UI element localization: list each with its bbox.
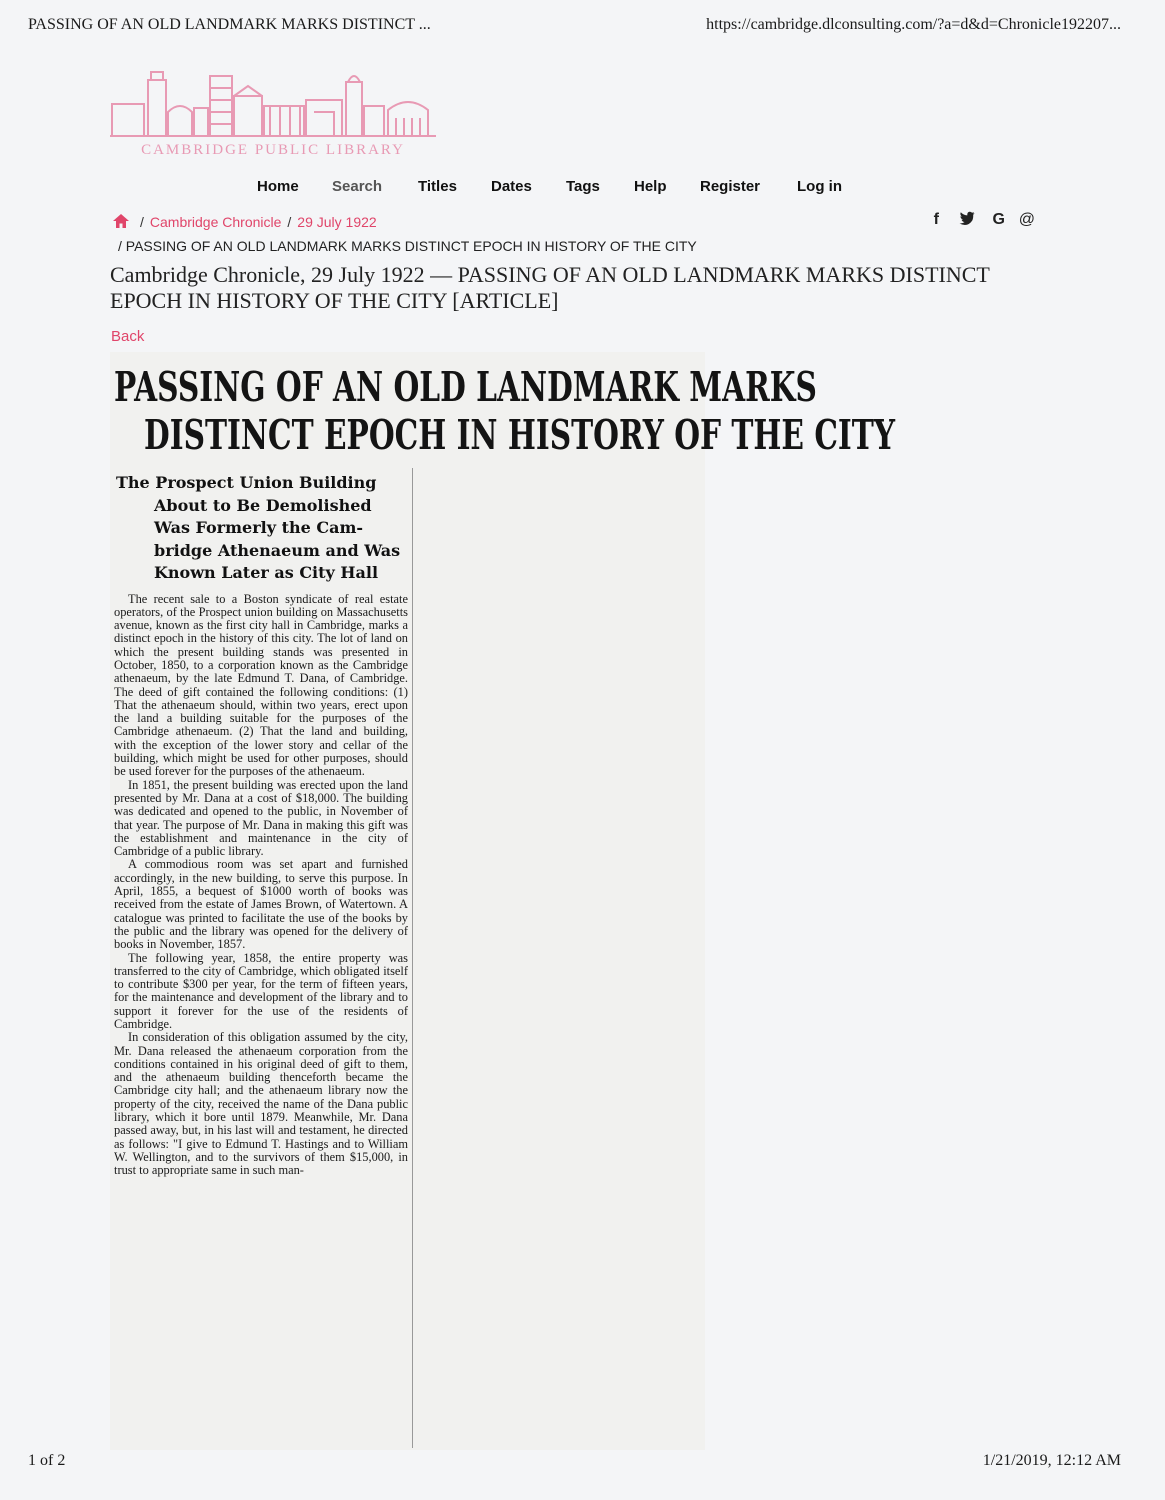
- print-header: [0, 16, 1165, 46]
- deck-line: Known Later as City Hall: [154, 563, 379, 582]
- breadcrumb-separator: /: [140, 214, 144, 230]
- nav-login[interactable]: Log in: [797, 178, 842, 195]
- nav-tags[interactable]: Tags: [566, 178, 600, 195]
- nav-help[interactable]: Help: [634, 178, 667, 195]
- nav-search[interactable]: Search: [332, 178, 383, 195]
- article-paragraph: A commodious room was set apart and furnished accordingly, in the new building, to serve this purpose. In April, 1855, a bequest of $1000 worth of books was received from the estate of James Brown, of Watertown. A catalogue was printed to facilitate the use of the books by the public and the library was opened for the delivery of books in November, 1857.: [114, 857, 408, 952]
- print-page-number: 1 of 2: [28, 1452, 66, 1469]
- nav-dates[interactable]: Dates: [491, 178, 532, 195]
- facebook-icon[interactable]: f: [933, 211, 939, 228]
- main-nav: [0, 178, 1165, 202]
- twitter-icon[interactable]: [959, 211, 975, 229]
- article-paragraph: The following year, 1858, the entire property was transferred to the city of Cambridge, which obligated itself to contribute $300 per year, for the term of fifteen years, for the maintenance and development of the library and to support it forever for the use of the residents of Cambridge.: [114, 950, 408, 1031]
- library-skyline-icon: [108, 66, 438, 138]
- article-paragraph: The recent sale to a Boston syndicate of real estate operators, of the Prospect union building on Massachusetts avenue, known as the first city hall in Cambridge, marks a distinct epoch in the history of this city. The lot of land on which the present building stands was presented in October, 1850, to a corporation known as the Cambridge athenaeum, by the late Edmund T. Dana, of Cambridge. The deed of gift contained the following conditions: (1) That the athenaeum should, within two years, erect upon the land a building suitable for the purposes of the Cambridge athenaeum. (2) That the land and building, with the exception of the lower story and cellar of the building, which might be used for other purposes, should be used forever for the purposes of the athenaeum.: [114, 591, 408, 779]
- back-link[interactable]: Back: [111, 328, 145, 345]
- print-page-title: PASSING OF AN OLD LANDMARK MARKS DISTINCT ...: [28, 16, 431, 33]
- article-headline-line-2: DISTINCT EPOCH IN HISTORY OF THE CITY: [144, 410, 896, 459]
- breadcrumb-article-row: [118, 238, 697, 254]
- deck-line: The Prospect Union Building: [116, 473, 377, 492]
- breadcrumb: [112, 213, 377, 232]
- nav-titles[interactable]: Titles: [418, 178, 457, 195]
- nav-register[interactable]: Register: [700, 178, 761, 195]
- article-deck: [110, 468, 412, 593]
- print-url: https://cambridge.dlconsulting.com/?a=d&d=Chronicle192207...: [706, 16, 1121, 33]
- home-icon[interactable]: [112, 213, 130, 232]
- breadcrumb-article: PASSING OF AN OLD LANDMARK MARKS DISTINCT EPOCH IN HISTORY OF THE CITY: [125, 238, 697, 254]
- article-column: [110, 468, 413, 1448]
- logo-text: CAMBRIDGE PUBLIC LIBRARY: [141, 142, 405, 158]
- article-clipping: [110, 352, 896, 1450]
- breadcrumb-date[interactable]: 29 July 1922: [297, 214, 377, 230]
- article-paragraph: In consideration of this obligation assumed by the city, Mr. Dana released the athenaeum corporation from the conditions contained in his original deed of gift to them, and the athenaeum building thenceforth became the Cambridge city hall; and the athenaeum library now the property of the city, received the name of the Dana public library, which it bore until 1879. Meanwhile, Mr. Dana passed away, but, in his last will and testament, he directed as follows: "I give to Edmund T. Hastings and to William W. Wellington, and to the survivors of them $15,000, in trust to appropriate same in such man-: [114, 1030, 408, 1178]
- print-datetime: 1/21/2019, 12:12 AM: [982, 1452, 1121, 1469]
- print-footer: [0, 1452, 1165, 1482]
- article-headline-line-1: PASSING OF AN OLD LANDMARK MARKS: [114, 362, 817, 411]
- deck-line: bridge Athenaeum and Was: [154, 540, 401, 560]
- page-title: Cambridge Chronicle, 29 July 1922 — PASSING OF AN OLD LANDMARK MARKS DISTINCT EPOCH IN HISTORY OF THE CITY [ARTICLE]: [110, 262, 990, 313]
- library-logo[interactable]: [108, 66, 438, 166]
- breadcrumb-publication[interactable]: Cambridge Chronicle: [149, 214, 282, 230]
- deck-line: About to Be Demolished: [154, 495, 372, 515]
- deck-line: Was Formerly the Cam-: [154, 518, 364, 537]
- breadcrumb-separator: /: [287, 214, 292, 230]
- breadcrumb-separator: /: [118, 238, 122, 254]
- nav-home[interactable]: Home: [257, 178, 299, 195]
- google-icon[interactable]: G: [992, 211, 1005, 228]
- article-paragraph: In 1851, the present building was erected upon the land presented by Mr. Dana at a cost of $18,000. The building was dedicated and opened to the public, in November of that year. The purpose of Mr. Dana in making this gift was the establishment and maintenance in the city of Cambridge of a public library.: [114, 777, 408, 859]
- email-icon[interactable]: @: [1018, 211, 1035, 228]
